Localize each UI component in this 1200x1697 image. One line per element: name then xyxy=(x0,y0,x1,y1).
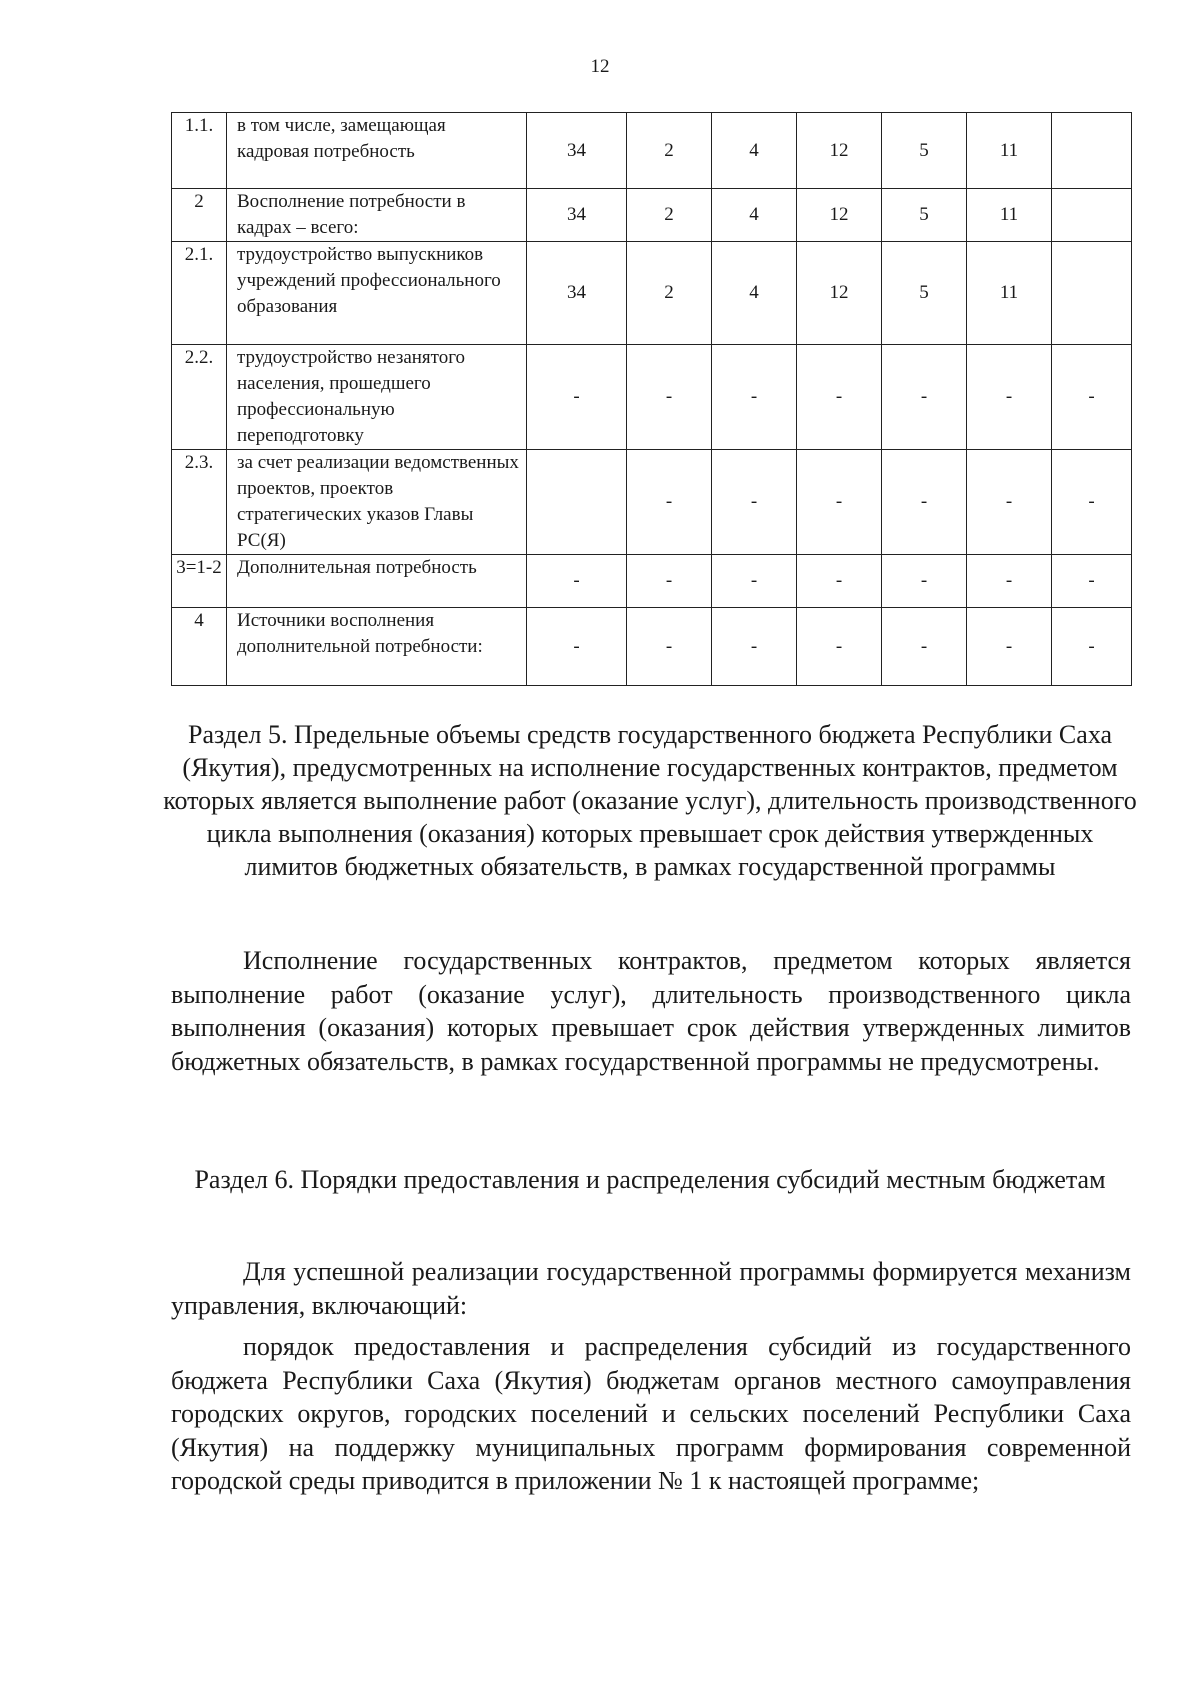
cell-value: 5 xyxy=(882,113,967,189)
page-number: 12 xyxy=(590,56,610,77)
cell-value: - xyxy=(1052,450,1132,555)
cell-value: 2 xyxy=(627,113,712,189)
cell-value xyxy=(1052,189,1132,242)
section-6-paragraph-2: порядок предоставления и распределения субсидий из государственного бюджета Республики Саха (Якутия) бюджетам органов местного самоуправления городских округов, городских поселений и сельских поселений Республики Саха (Якутия) на поддержку муниципальных программ формирования современной городской среды приводится в приложении № 1 к настоящей программе; xyxy=(171,1332,1131,1495)
cell-value: - xyxy=(882,608,967,686)
section-6-heading: Раздел 6. Порядки предоставления и распределения субсидий местным бюджетам xyxy=(194,1165,1106,1194)
cell-value: - xyxy=(712,608,797,686)
cell-value: - xyxy=(797,608,882,686)
cell-value xyxy=(1052,113,1132,189)
cell-value: - xyxy=(967,345,1052,450)
cell-value: - xyxy=(882,450,967,555)
cell-value: - xyxy=(1052,555,1132,608)
cell-value: - xyxy=(882,345,967,450)
cell-value: 2 xyxy=(627,242,712,345)
cell-value: 12 xyxy=(797,113,882,189)
table-row xyxy=(172,345,1132,450)
cell-value: - xyxy=(797,345,882,450)
row-name: трудоустройство незанятого населения, прошедшего профессиональную переподготовку xyxy=(227,345,527,450)
cell-value: - xyxy=(797,450,882,555)
cell-value: - xyxy=(627,345,712,450)
cell-value: - xyxy=(627,608,712,686)
cell-value: - xyxy=(712,555,797,608)
row-name: в том числе, замещающая кадровая потребность xyxy=(227,113,527,189)
cell-value: - xyxy=(527,608,627,686)
staffing-table xyxy=(171,112,1132,686)
row-name: Источники восполнения дополнительной потребности: xyxy=(227,608,527,686)
cell-value: - xyxy=(627,450,712,555)
cell-value: - xyxy=(967,450,1052,555)
table-row xyxy=(172,113,1132,189)
section-5-paragraph: Исполнение государственных контрактов, предметом которых является выполнение работ (оказание услуг), длительность производственного цикла выполнения (оказания) которых превышает срок действия утвержденных лимитов бюджетных обязательств, в рамках государственной программы не предусмотрены. xyxy=(171,946,1131,1076)
cell-value: - xyxy=(1052,345,1132,450)
cell-value: - xyxy=(882,555,967,608)
cell-value: 4 xyxy=(712,189,797,242)
section-6-paragraph-1: Для успешной реализации государственной программы формируется механизм управления, включающий: xyxy=(171,1257,1131,1320)
cell-value: - xyxy=(967,555,1052,608)
table-row xyxy=(172,242,1132,345)
cell-value: - xyxy=(797,555,882,608)
cell-value xyxy=(1052,242,1132,345)
cell-value: 34 xyxy=(527,189,627,242)
row-number: 2.1. xyxy=(172,242,227,345)
row-name: трудоустройство выпускников учреждений профессионального образования xyxy=(227,242,527,345)
table-row xyxy=(172,450,1132,555)
table-row xyxy=(172,189,1132,242)
cell-value: 5 xyxy=(882,189,967,242)
section-5-heading: Раздел 5. Предельные объемы средств государственного бюджета Республики Саха (Якутия), предусмотренных на исполнение государственных контрактов, предметом которых является выполнение работ (оказание услуг), длительность производственного цикла выполнения (оказания) которых превышает срок действия утвержденных лимитов бюджетных обязательств, в рамках государственной программы xyxy=(163,720,1137,881)
cell-value: 12 xyxy=(797,242,882,345)
row-number: 2 xyxy=(172,189,227,242)
cell-value: - xyxy=(527,345,627,450)
cell-value: 2 xyxy=(627,189,712,242)
cell-value: - xyxy=(527,555,627,608)
cell-value: 11 xyxy=(967,113,1052,189)
cell-value: 4 xyxy=(712,113,797,189)
cell-value: - xyxy=(627,555,712,608)
cell-value: 12 xyxy=(797,189,882,242)
cell-value xyxy=(527,450,627,555)
row-name: за счет реализации ведомственных проектов, проектов стратегических указов Главы РС(Я) xyxy=(227,450,527,555)
cell-value: 34 xyxy=(527,113,627,189)
table-row xyxy=(172,608,1132,686)
cell-value: 4 xyxy=(712,242,797,345)
cell-value: 11 xyxy=(967,189,1052,242)
row-number: 3=1-2 xyxy=(172,555,227,608)
cell-value: - xyxy=(1052,608,1132,686)
cell-value: 34 xyxy=(527,242,627,345)
cell-value: - xyxy=(712,450,797,555)
cell-value: - xyxy=(967,608,1052,686)
row-number: 4 xyxy=(172,608,227,686)
cell-value: - xyxy=(712,345,797,450)
row-name: Восполнение потребности в кадрах – всего: xyxy=(227,189,527,242)
row-number: 2.2. xyxy=(172,345,227,450)
row-number: 2.3. xyxy=(172,450,227,555)
cell-value: 5 xyxy=(882,242,967,345)
table-row xyxy=(172,555,1132,608)
row-number: 1.1. xyxy=(172,113,227,189)
cell-value: 11 xyxy=(967,242,1052,345)
row-name: Дополнительная потребность xyxy=(227,555,527,608)
